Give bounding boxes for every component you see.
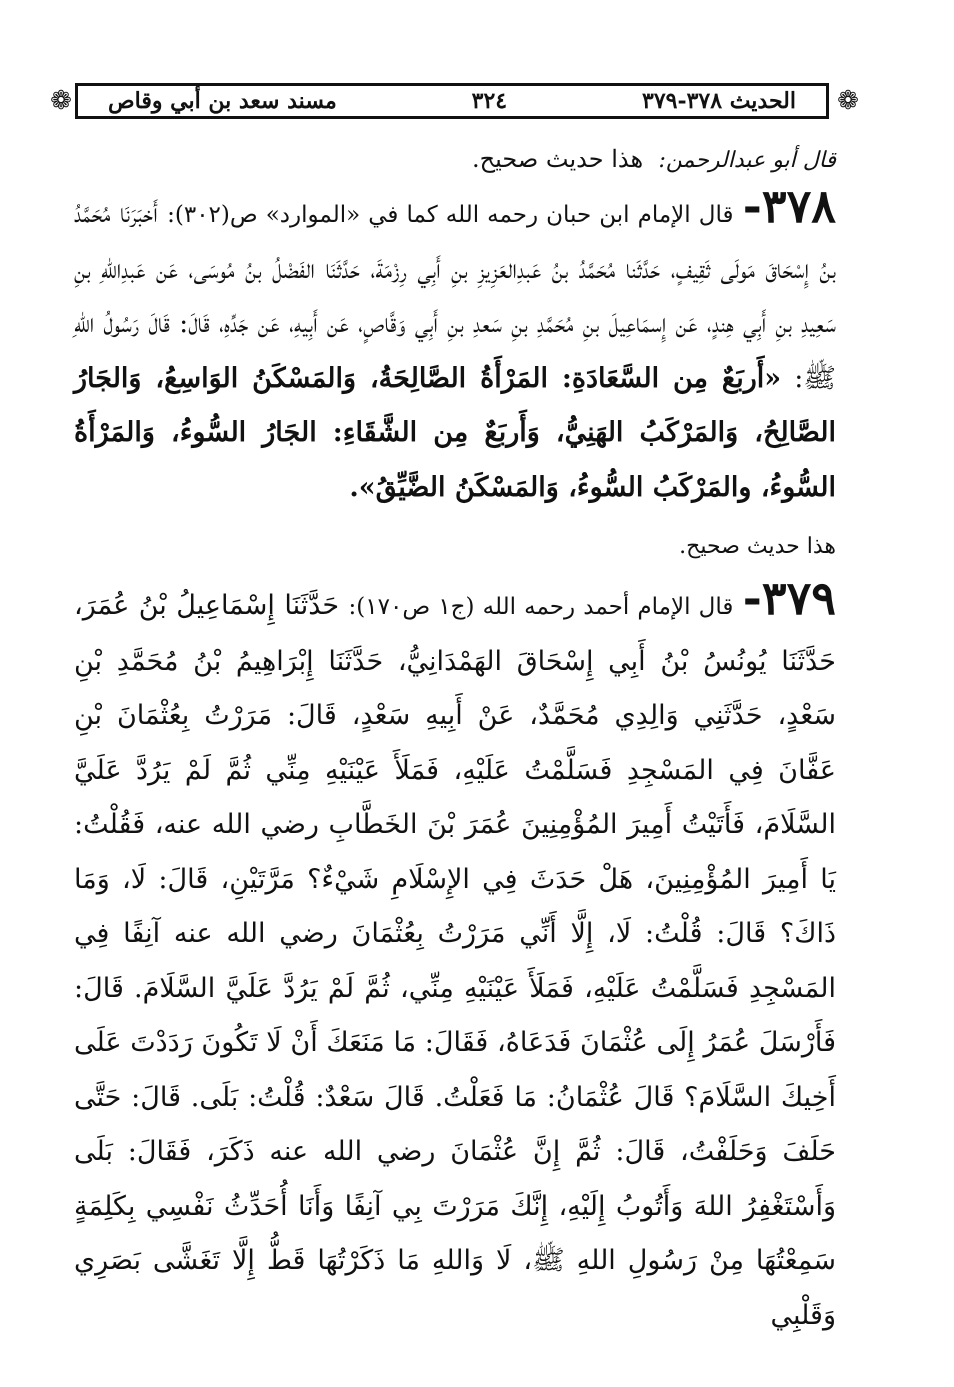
hadith-378 <box>74 179 836 515</box>
grading-note-378: هذا حديث صحيح. <box>679 534 836 559</box>
hadith-intro: قال الإمام ابن حبان رحمه الله كما في «الموارد» ص(٣٠٢): <box>167 202 734 228</box>
running-header <box>75 83 829 119</box>
header-book-title: مسند سعد بن أبي وقاص <box>108 88 337 114</box>
hadith-prophetic-text: «أَربَعٌ مِن السَّعَادَةِ: المَرْأَةُ الصَّالِحَةُ، وَالمَسْكَنُ الوَاسِعُ، وَالجَارُ الصَّالِحُ، وَالمَرْكَبُ الهَنِيُّ، وَأَربَعٌ مِن الشَّقَاءِ: الجَارُ السُّوءُ، وَالمَرْأَةُ السُّوءُ، والمَرْكَبُ السُّوءُ، وَالمَسْكَنُ الضَّيِّقُ». <box>74 362 836 503</box>
header-page-number: ٣٢٤ <box>471 88 508 114</box>
ornament-left-icon: ❁ <box>50 86 72 116</box>
hadith-379 <box>74 571 836 1343</box>
ornament-right-icon: ❁ <box>837 86 859 116</box>
hadith-number: ٣٧٩- <box>742 571 836 625</box>
hadith-text: أَخبَرَنَا مُحَمَّدُ بنُ إِسْحَاقَ مَولَى ثَقِيفٍ، حَدَّثَنا مُحَمَّدُ بنُ عَبدِالعَزِيزِ بنِ أَبِي رِزْمَةَ، حَدَّثَنَا الفَضْلُ بنُ مُوسَى، عَن عَبدِاللهِ بنِ سَعِيدِ بنِ أَبِي هِندٍ، عَن إِسمَاعِيلَ بنِ مُحَمَّدِ بنِ سَعدِ بنِ أَبِي وَقَّاصٍ، عَن أَبِيهِ، عَن جَدِّهِ، قَالَ: قَالَ رَسُولُ اللهِ ﷺ: <box>74 198 836 394</box>
hadith-intro: قال الإمام أحمد رحمه الله (ج١ ص١٧٠): <box>348 594 734 620</box>
page-body <box>74 135 836 1343</box>
top-grading-note <box>74 135 836 183</box>
hadith-number: ٣٧٨- <box>742 179 836 233</box>
note-author: قال أبو عبدالرحمن: <box>658 148 836 173</box>
header-hadith-range: الحديث ٣٧٨-٣٧٩ <box>642 88 796 114</box>
note-text: هذا حديث صحيح. <box>472 145 644 173</box>
hadith-text: حَدَّثَنَا إِسْمَاعِيلُ بْنُ عُمَرَ، حَدَّثَنَا يُونُسُ بْنُ أَبِي إِسْحَاقَ الهَمْدَانِيُّ، حَدَّثَنَا إِبْرَاهِيمُ بْنُ مُحَمَّدِ بْنِ سَعْدٍ، حَدَّثَنِي وَالِدِي مُحَمَّدٌ، عَنْ أَبِيهِ سَعْدٍ، قَالَ: مَرَرْتُ بِعُثْمَانَ بْنِ عَفَّانَ فِي المَسْجِدِ فَسَلَّمْتُ عَلَيْهِ، فَمَلَأَ عَيْنَيْهِ مِنِّي ثُمَّ لَمْ يَرُدَّ عَلَيَّ السَّلَامَ، فَأَتَيْتُ أَمِيرَ المُؤْمِنِينَ عُمَرَ بْنَ الخَطَّابِ رضي الله عنه، فَقُلْتُ: يَا أَمِيرَ المُؤْمِنِينَ، هَلْ حَدَثَ فِي الإِسْلَامِ شَيْءٌ؟ مَرَّتَيْنِ، قَالَ: لَا، وَمَا ذَاكَ؟ قَالَ: قُلْتُ: لَا، إِلَّا أَنِّي مَرَرْتُ بِعُثْمَانَ رضي الله عنه آنِفًا فِي المَسْجِدِ فَسَلَّمْتُ عَلَيْهِ، فَمَلَأَ عَيْنَيْهِ مِنِّي، ثُمَّ لَمْ يَرُدَّ عَلَيَّ السَّلَامَ. قَالَ: فَأَرْسَلَ عُمَرُ إِلَى عُثْمَانَ فَدَعَاهُ، فَقَالَ: مَا مَنَعَكَ أَنْ لَا تَكُونَ رَدَدْتَ عَلَى أَخِيكَ السَّلَامَ؟ قَالَ عُثْمَانُ: مَا فَعَلْتُ. قَالَ سَعْدٌ: قُلْتُ: بَلَى. قَالَ: حَتَّى حَلَفَ وَحَلَفْتُ، قَالَ: ثُمَّ إِنَّ عُثْمَانَ رضي الله عنه ذَكَرَ، فَقَالَ: بَلَى وَأَسْتَغْفِرُ اللهَ وَأَتُوبُ إِلَيْهِ، إِنَّكَ مَرَرْتَ بِي آنِفًا وَأَنَا أُحَدِّثُ نَفْسِي بِكَلِمَةٍ سَمِعْتُهَا مِنْ رَسُولِ اللهِ ﷺ، لَا وَاللهِ مَا ذَكَرْتُهَا قَطُّ إِلَّا تَغَشَّى بَصَرِي وَقَلْبِي <box>74 590 836 1331</box>
